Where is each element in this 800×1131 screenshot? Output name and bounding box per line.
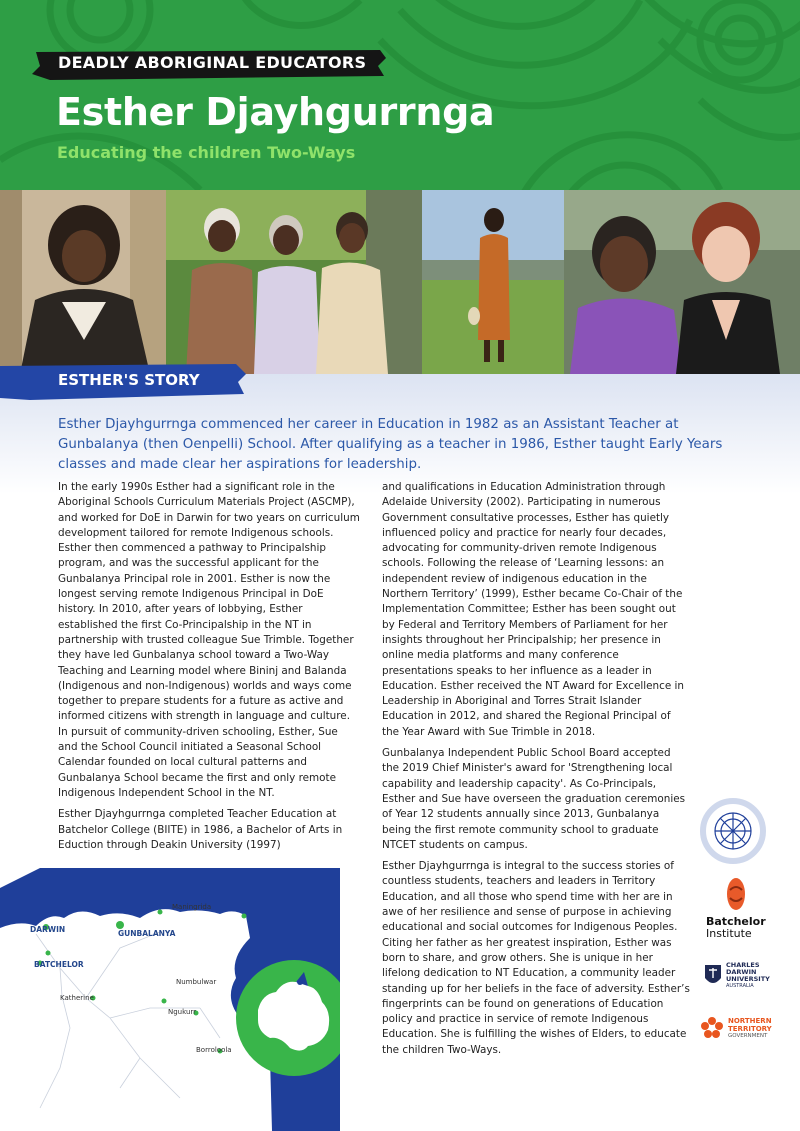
ntg-line-1: NORTHERN bbox=[728, 1017, 772, 1025]
series-label: DEADLY ABORIGINAL EDUCATORS bbox=[58, 53, 367, 72]
photo-strip bbox=[0, 190, 800, 374]
woman-in-field-photo bbox=[422, 190, 564, 374]
cdu-shield-icon bbox=[704, 964, 722, 988]
nt-map bbox=[0, 868, 340, 1131]
story-paragraph: and qualifications in Education Administration through Adelaide University (2002). Participating in numerous Government consultative processes, Esther has quietly influenced policy and practice for nearly four decades, advocating for community-driven remote Indigenous schools. Following the release of ‘Learning lessons: an independent review of indigenous education in the Northern Territory’ (1999), Esther became Co-Chair of the Implementation Committee; Esther has been sought out by Federal and Territory Members of Parliament for her insights throughout her Principalship; her presence in online media platforms and many conference presentations speaks to her influence as a leader in Education. Esther received the NT Award for Excellence in Leadership in Aboriginal and Torres Strait Islander Education in 2012, and shared the Regional Principal of the Year Award with Sue Trimble in 2018. bbox=[382, 481, 684, 738]
series-banner bbox=[30, 48, 390, 82]
map-label-gunbalanya: GUNBALANYA bbox=[118, 929, 176, 938]
cdu-line-3: UNIVERSITY bbox=[726, 975, 770, 983]
map-label-ngukurr: Ngukurr bbox=[168, 1008, 197, 1016]
header-banner bbox=[0, 0, 800, 190]
ntg-line-3: GOVERNMENT bbox=[728, 1033, 768, 1039]
map-label-borroloola: Borroloola bbox=[196, 1046, 232, 1054]
graduation-portrait-photo bbox=[0, 190, 166, 374]
map-label-katherine: Katherine bbox=[60, 994, 94, 1002]
intro-paragraph: Esther Djayhgurrnga commenced her career in Education in 1982 as an Assistant Teacher at Gunbalanya (then Oenpelli) School. After qualifying as a teacher in 1986, Esther taught Early Years classes and made clear her aspirations for leadership. bbox=[58, 417, 723, 472]
institute-name: Institute bbox=[706, 927, 752, 940]
map-label-numbulwar: Numbulwar bbox=[176, 978, 217, 986]
cdu-logo bbox=[704, 962, 784, 992]
story-column-left bbox=[58, 480, 360, 859]
map-label-darwin: DARWIN bbox=[30, 925, 66, 934]
story-paragraph: In the early 1990s Esther had a significant role in the Aboriginal Schools Curriculum Materials Project (ASCMP), and worked for DoE in Darwin for two years on curriculum development tailored for remote Indigenous schools. Esther then commenced a pathway to Principalship program, and was the successful applicant for the Gunbalanya Principal role in 2001. Esther is now the longest serving remote Indigenous Principal in DoE history. In 2010, after years of lobbying, Esther established the first Co-Principalship in the NT in partnership with trusted colleague Sue Trimble. Together they have led Gunbalanya school toward a Two-Way Teaching and Learning model where Bininj and Balanda (Indigenous and non-Indigenous) worlds and ways come together to prepare students for a future as active and informed citizens with strength in language and culture. In pursuit of community-driven schooling, Esther, Sue and the School Council initiated a Seasonal School Calendar founded on local cultural patterns and Gunbalanya School became the first and only remote Indigenous Independent School in the NT. bbox=[58, 481, 360, 799]
story-banner bbox=[0, 362, 250, 402]
cdu-line-1: CHARLES bbox=[726, 961, 760, 969]
story-column-right bbox=[382, 480, 690, 1064]
batchelor-institute-logo bbox=[706, 876, 766, 940]
ntg-line-2: TERRITORY bbox=[728, 1025, 772, 1033]
batchelor-name: Batchelor bbox=[706, 915, 766, 928]
story-paragraph: Gunbalanya Independent Public School Board accepted the 2019 Chief Minister's award for 'Strengthening local capability and leadership capacity'. As Co-Principals, Esther and Sue have overseen the graduation ceremonies of Year 12 students annually since 2013, Gunbalanya being the first remote community school to graduate NTCET students on campus. bbox=[382, 747, 686, 851]
map-label-batchelor: BATCHELOR bbox=[34, 960, 84, 969]
cdu-line-4: AUSTRALIA bbox=[726, 983, 754, 989]
desert-rose-icon bbox=[700, 1016, 724, 1040]
nt-government-logo bbox=[700, 1014, 790, 1044]
nt-map-graphic bbox=[0, 868, 340, 1131]
two-women-portrait-photo bbox=[564, 190, 800, 374]
page-subtitle: Educating the children Two-Ways bbox=[57, 143, 356, 162]
cdu-line-2: DARWIN bbox=[726, 968, 757, 976]
story-heading: ESTHER'S STORY bbox=[58, 371, 200, 389]
ring-logo-icon bbox=[698, 796, 768, 866]
story-paragraph: Esther Djayhgurrnga is integral to the success stories of countless students, teachers and leaders in Territory Education, and all those who spend time with her are in awe of her resilience and sense of purpose in achieving educational and social outcomes for Indigenous Peoples. Citing her father as her greatest inspiration, Esther was born to share, and grow others. She is unique in her lifelong dedication to NT Education, a community leader standing up for her beliefs in the face of adversity. Esther’s fingerprints can be found on generations of Education policy and practice in service of remote Indigenous Education. She is fulfilling the wishes of Elders, to educate the children Two-Ways. bbox=[382, 860, 690, 1056]
map-label-maningrida: Maningrida bbox=[172, 903, 212, 911]
story-paragraph: Esther Djayhgurrnga completed Teacher Education at Batchelor College (BIITE) in 1986, a Bachelor of Arts in Eduction through Deakin University (1997) bbox=[58, 808, 343, 851]
page-title: Esther Djayhgurrnga bbox=[56, 90, 495, 134]
batchelor-mark-icon bbox=[706, 876, 766, 912]
three-women-photo bbox=[166, 190, 422, 374]
ntsb-ring-logo bbox=[698, 796, 768, 866]
